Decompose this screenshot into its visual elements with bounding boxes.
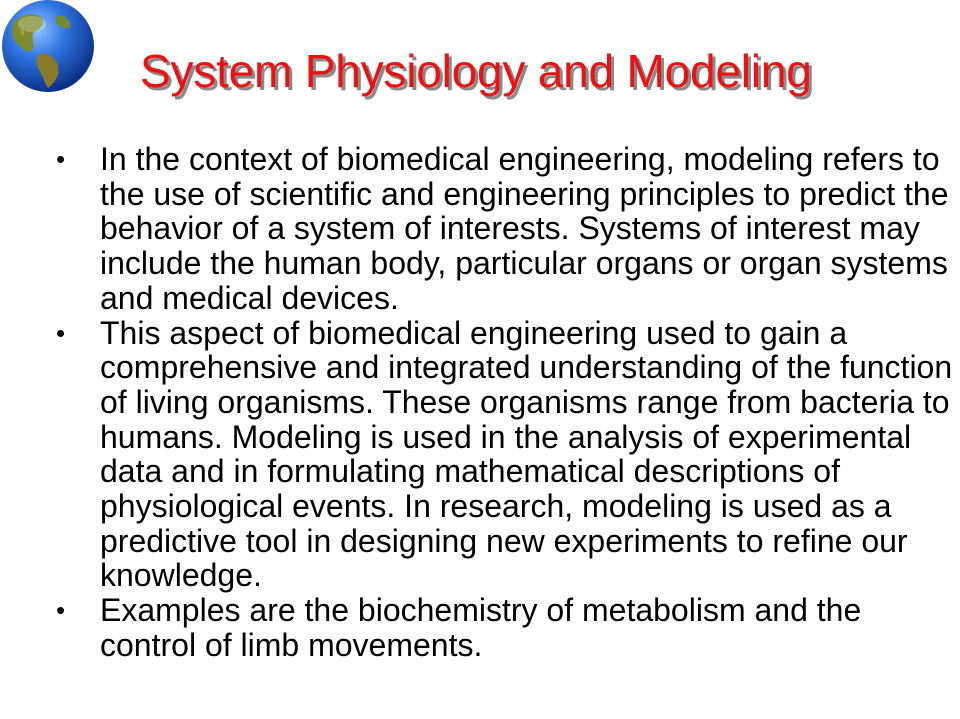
bullet-marker: • bbox=[56, 317, 66, 348]
bullet-marker: • bbox=[56, 595, 66, 626]
globe-icon bbox=[0, 0, 98, 98]
slide-title: System Physiology and Modeling bbox=[140, 45, 812, 97]
bullet-text: This aspect of biomedical engineering used to gain a comprehensive and integrated understanding of the function of living organisms. These organisms range from bacteria to humans. Modeling is used in the analysis of experimental data and in formulating mathematical descriptions of physiological events. In research, modeling is used as a predictive tool in designing new experiments to refine our knowledge. bbox=[100, 314, 953, 594]
bullet-item bbox=[56, 593, 956, 662]
bullet-text: Examples are the biochemistry of metabolism and the control of limb movements. bbox=[100, 592, 862, 663]
bullet-item bbox=[56, 316, 956, 594]
bullet-marker: • bbox=[56, 144, 66, 174]
bullet-text: In the context of biomedical engineering, modeling refers to the use of scientific and engineering principles to predict the behavior of a system of interests. Systems of interest may include the human body, particular organs or organ systems and medical devices. bbox=[100, 141, 949, 316]
bullet-list bbox=[56, 142, 956, 663]
bullet-item bbox=[56, 142, 956, 316]
